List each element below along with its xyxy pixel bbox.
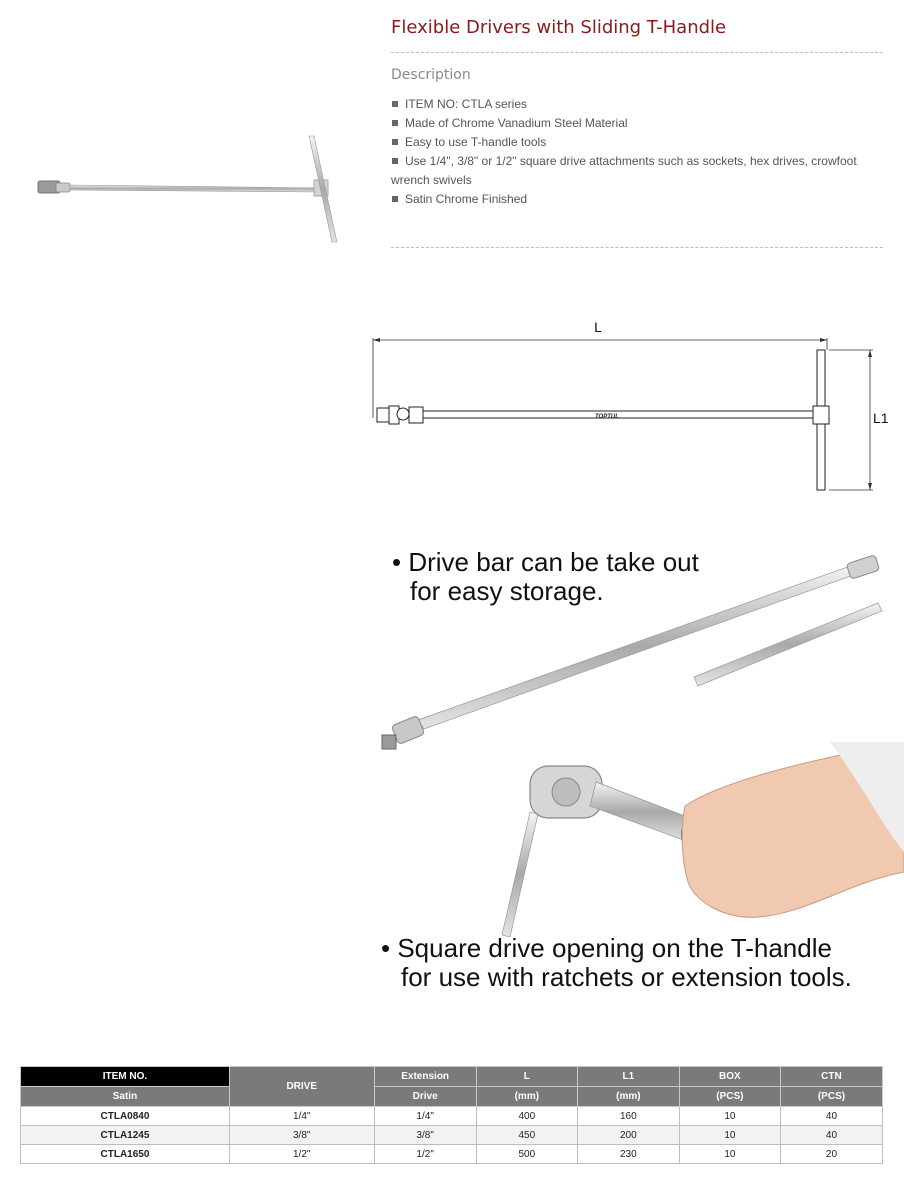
col-ctn: CTN xyxy=(780,1067,882,1087)
col-extension: Extension xyxy=(374,1067,476,1087)
spec-table xyxy=(20,1066,883,1164)
description-list xyxy=(391,95,883,209)
product-image xyxy=(30,130,370,250)
cell-l: 400 xyxy=(476,1107,577,1126)
table-subheader-row xyxy=(21,1087,883,1107)
cell-ctn: 20 xyxy=(780,1145,882,1164)
length-label: L xyxy=(594,319,602,335)
bullet-icon: • xyxy=(392,547,402,577)
table-header-row xyxy=(21,1067,883,1087)
square-bullet-icon xyxy=(392,158,398,164)
divider-bottom xyxy=(391,247,883,248)
cell-box: 10 xyxy=(679,1126,780,1145)
col-item-no: ITEM NO. xyxy=(21,1067,230,1087)
square-bullet-icon xyxy=(392,139,398,145)
cell-ext: 1/4" xyxy=(374,1107,476,1126)
cell-ctn: 40 xyxy=(780,1126,882,1145)
height-label: L1 xyxy=(873,410,889,426)
square-bullet-icon xyxy=(392,196,398,202)
cell-item: CTLA0840 xyxy=(21,1107,230,1126)
col-finish: Satin xyxy=(21,1087,230,1107)
col-length-unit: (mm) xyxy=(476,1087,577,1107)
feature-caption-square-drive: • Square drive opening on the T-handle for use with ratchets or extension tools. xyxy=(381,933,852,992)
col-length1: L1 xyxy=(577,1067,679,1087)
col-ctn-unit: (PCS) xyxy=(780,1087,882,1107)
cell-l1: 230 xyxy=(577,1145,679,1164)
list-item: Easy to use T-handle tools xyxy=(391,133,883,152)
table-row xyxy=(21,1145,883,1164)
cell-box: 10 xyxy=(679,1145,780,1164)
cell-drive: 1/2" xyxy=(229,1145,374,1164)
cell-drive: 3/8" xyxy=(229,1126,374,1145)
dimension-diagram xyxy=(365,310,895,500)
square-bullet-icon xyxy=(392,101,398,107)
brand-mark: TOPTUL xyxy=(595,414,619,420)
cell-box: 10 xyxy=(679,1107,780,1126)
col-length: L xyxy=(476,1067,577,1087)
col-ext-drive: Drive xyxy=(374,1087,476,1107)
divider-top xyxy=(391,52,883,53)
ratchet-hand-image xyxy=(470,742,904,942)
col-box: BOX xyxy=(679,1067,780,1087)
cell-ext: 1/2" xyxy=(374,1145,476,1164)
description-heading: Description xyxy=(391,67,471,83)
square-bullet-icon xyxy=(392,120,398,126)
cell-item: CTLA1245 xyxy=(21,1126,230,1145)
list-item: Satin Chrome Finished xyxy=(391,190,883,209)
list-item: Use 1/4", 3/8" or 1/2" square drive attachments such as sockets, hex drives, crowfoot wrench swivels xyxy=(391,154,857,187)
col-box-unit: (PCS) xyxy=(679,1087,780,1107)
cell-item: CTLA1650 xyxy=(21,1145,230,1164)
drive-bar-image xyxy=(378,555,893,755)
cell-ext: 3/8" xyxy=(374,1126,476,1145)
col-drive: DRIVE xyxy=(229,1067,374,1107)
cell-l: 450 xyxy=(476,1126,577,1145)
list-item: ITEM NO: CTLA series xyxy=(391,95,883,114)
cell-l1: 200 xyxy=(577,1126,679,1145)
cell-l1: 160 xyxy=(577,1107,679,1126)
feature-caption-storage: • Drive bar can be take out for easy storage. xyxy=(392,547,699,606)
col-length1-unit: (mm) xyxy=(577,1087,679,1107)
cell-l: 500 xyxy=(476,1145,577,1164)
table-row xyxy=(21,1107,883,1126)
table-row xyxy=(21,1126,883,1145)
product-title: Flexible Drivers with Sliding T-Handle xyxy=(391,17,727,38)
bullet-icon: • xyxy=(381,933,391,963)
cell-ctn: 40 xyxy=(780,1107,882,1126)
list-item: Made of Chrome Vanadium Steel Material xyxy=(391,114,883,133)
cell-drive: 1/4" xyxy=(229,1107,374,1126)
